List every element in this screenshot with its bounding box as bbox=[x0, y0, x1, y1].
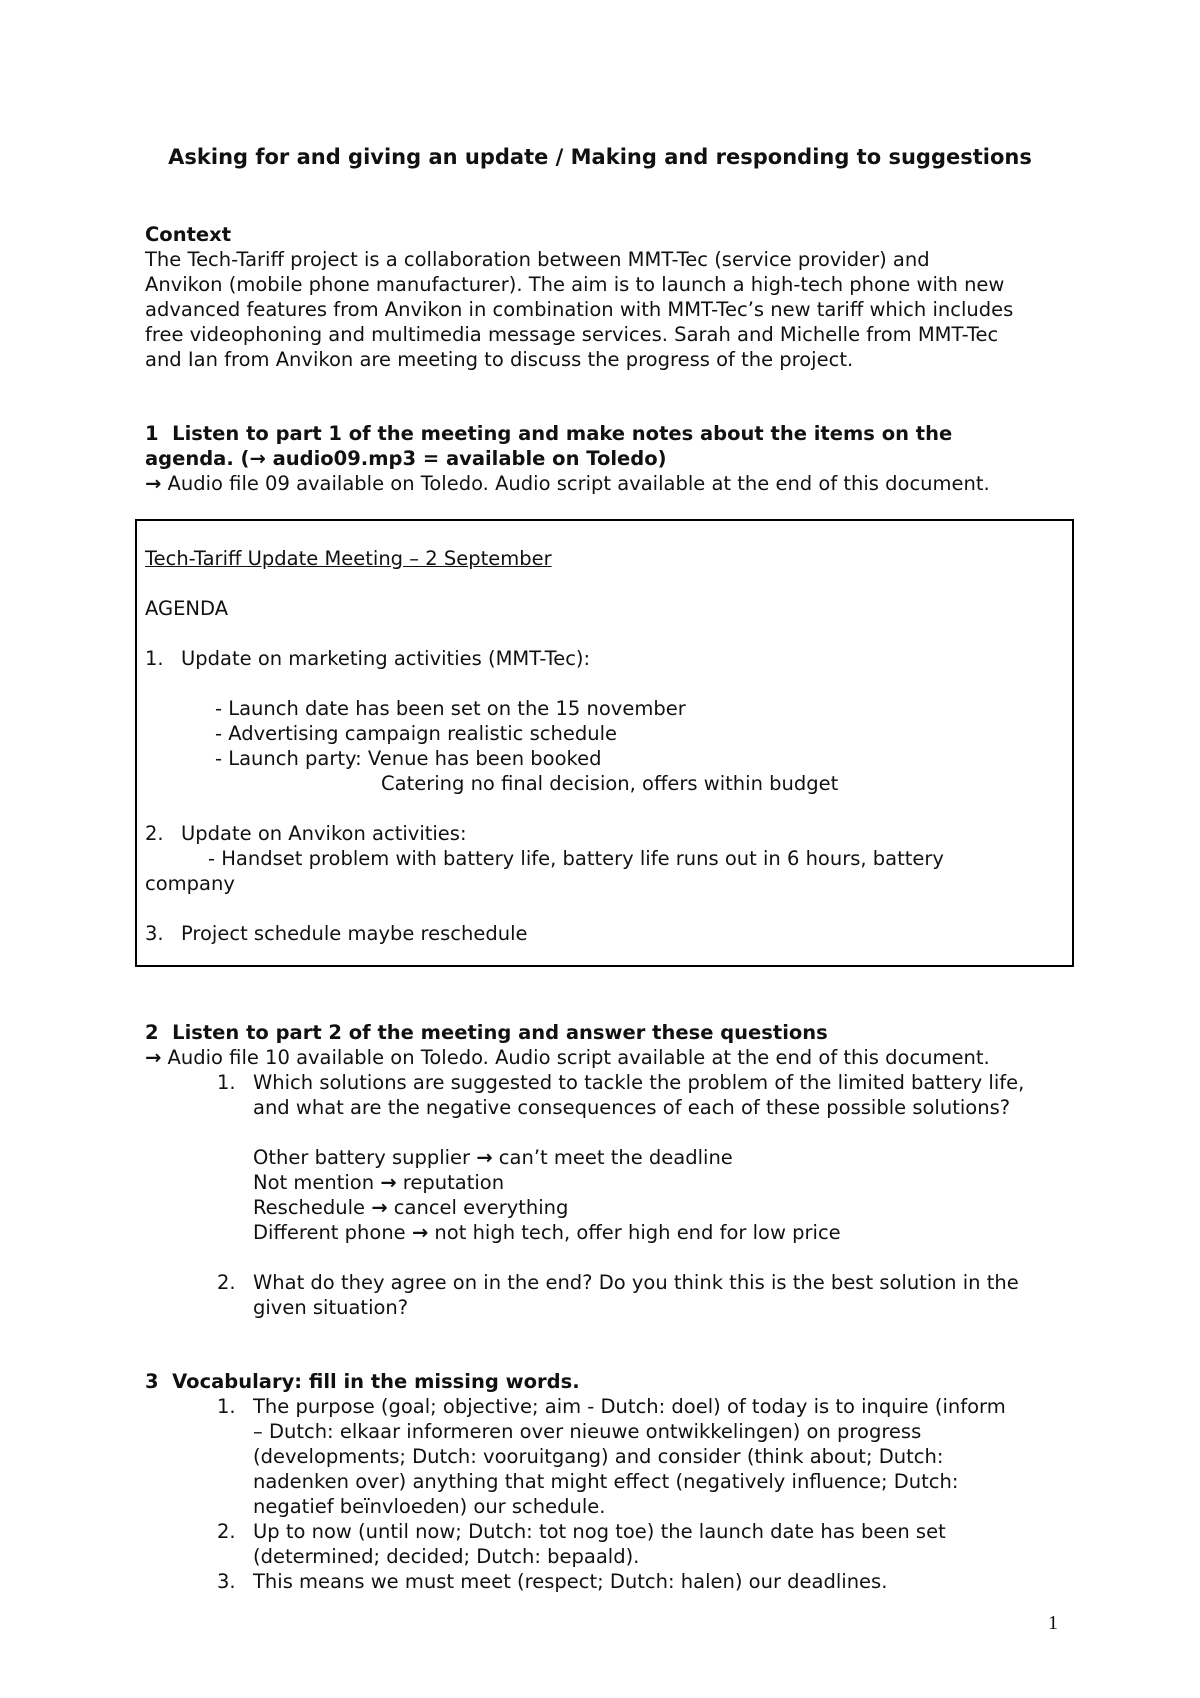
question-num: 1. bbox=[217, 1071, 236, 1094]
section1-heading-cont: agenda. (→ audio09.mp3 = available on Toledo) bbox=[145, 447, 667, 470]
agenda-item: Update on marketing activities (MMT-Tec): bbox=[181, 647, 591, 670]
answer-line: Not mention → reputation bbox=[253, 1171, 505, 1194]
vocab-line: The purpose (goal; objective; aim - Dutch: doel) of today is to inquire (inform bbox=[253, 1395, 1006, 1418]
agenda-item-num: 2. bbox=[145, 822, 164, 845]
context-line: and Ian from Anvikon are meeting to discuss the progress of the project. bbox=[145, 348, 854, 371]
agenda-note: - Launch party: Venue has been booked bbox=[215, 747, 602, 770]
arrow-right-icon: → bbox=[411, 1221, 429, 1244]
agenda-note: - Advertising campaign realistic schedule bbox=[215, 722, 617, 745]
meeting-title: Tech-Tariff Update Meeting – 2 September bbox=[145, 547, 552, 570]
section1-heading: 1 Listen to part 1 of the meeting and make notes about the items on the bbox=[145, 422, 953, 445]
agenda-item-num: 1. bbox=[145, 647, 164, 670]
agenda-item: Project schedule maybe reschedule bbox=[181, 922, 528, 945]
agenda-note: - Launch date has been set on the 15 november bbox=[215, 697, 686, 720]
agenda-note: Catering no final decision, offers within budget bbox=[381, 772, 839, 795]
arrow-right-icon: → bbox=[371, 1196, 388, 1219]
vocab-line: (developments; Dutch: vooruitgang) and consider (think about; Dutch: bbox=[253, 1445, 944, 1468]
document-title: Asking for and giving an update / Making and responding to suggestions bbox=[168, 145, 1032, 169]
vocab-num: 3. bbox=[217, 1570, 236, 1593]
answer-line: Other battery supplier → can’t meet the deadline bbox=[253, 1146, 733, 1169]
question-text: Which solutions are suggested to tackle the problem of the limited battery life, bbox=[253, 1071, 1025, 1094]
question-num: 2. bbox=[217, 1271, 236, 1294]
arrow-right-icon: → bbox=[145, 472, 162, 495]
section2-note: → Audio file 10 available on Toledo. Audio script available at the end of this document. bbox=[145, 1046, 990, 1069]
agenda-note: - Handset problem with battery life, battery life runs out in 6 hours, battery bbox=[208, 847, 944, 870]
context-line: advanced features from Anvikon in combination with MMT-Tec’s new tariff which includes bbox=[145, 298, 1014, 321]
vocab-line: Up to now (until now; Dutch: tot nog toe) the launch date has been set bbox=[253, 1520, 946, 1543]
answer-line: Different phone → not high tech, offer high end for low price bbox=[253, 1221, 841, 1244]
agenda-note: company bbox=[145, 872, 235, 895]
section3-heading: 3 Vocabulary: fill in the missing words. bbox=[145, 1370, 580, 1393]
answer-line: Reschedule → cancel everything bbox=[253, 1196, 569, 1219]
section1-note: → Audio file 09 available on Toledo. Audio script available at the end of this document. bbox=[145, 472, 990, 495]
context-line: free videophoning and multimedia message services. Sarah and Michelle from MMT-Tec bbox=[145, 323, 999, 346]
context-line: The Tech-Tariff project is a collaboration between MMT-Tec (service provider) and bbox=[145, 248, 930, 271]
question-text: and what are the negative consequences of each of these possible solutions? bbox=[253, 1096, 1011, 1119]
context-line: Anvikon (mobile phone manufacturer). The aim is to launch a high-tech phone with new bbox=[145, 273, 1005, 296]
vocab-line: This means we must meet (respect; Dutch: halen) our deadlines. bbox=[253, 1570, 888, 1593]
vocab-line: – Dutch: elkaar informeren over nieuwe ontwikkelingen) on progress bbox=[253, 1420, 922, 1443]
agenda-item: Update on Anvikon activities: bbox=[181, 822, 467, 845]
arrow-right-icon: → bbox=[145, 1046, 162, 1069]
vocab-line: nadenken over) anything that might effect (negatively influence; Dutch: bbox=[253, 1470, 959, 1493]
arrow-right-icon: → bbox=[249, 447, 266, 470]
arrow-right-icon: → bbox=[380, 1171, 397, 1194]
vocab-line: negatief beïnvloeden) our schedule. bbox=[253, 1495, 606, 1518]
vocab-num: 1. bbox=[217, 1395, 236, 1418]
vocab-line: (determined; decided; Dutch: bepaald). bbox=[253, 1545, 640, 1568]
page-number: 1 bbox=[1048, 1612, 1058, 1634]
arrow-right-icon: → bbox=[476, 1146, 493, 1169]
agenda-label: AGENDA bbox=[145, 597, 229, 620]
section2-heading: 2 Listen to part 2 of the meeting and answer these questions bbox=[145, 1021, 828, 1044]
agenda-item-num: 3. bbox=[145, 922, 164, 945]
question-text: What do they agree on in the end? Do you think this is the best solution in the bbox=[253, 1271, 1019, 1294]
context-heading: Context bbox=[145, 223, 232, 246]
vocab-num: 2. bbox=[217, 1520, 236, 1543]
question-text: given situation? bbox=[253, 1296, 409, 1319]
